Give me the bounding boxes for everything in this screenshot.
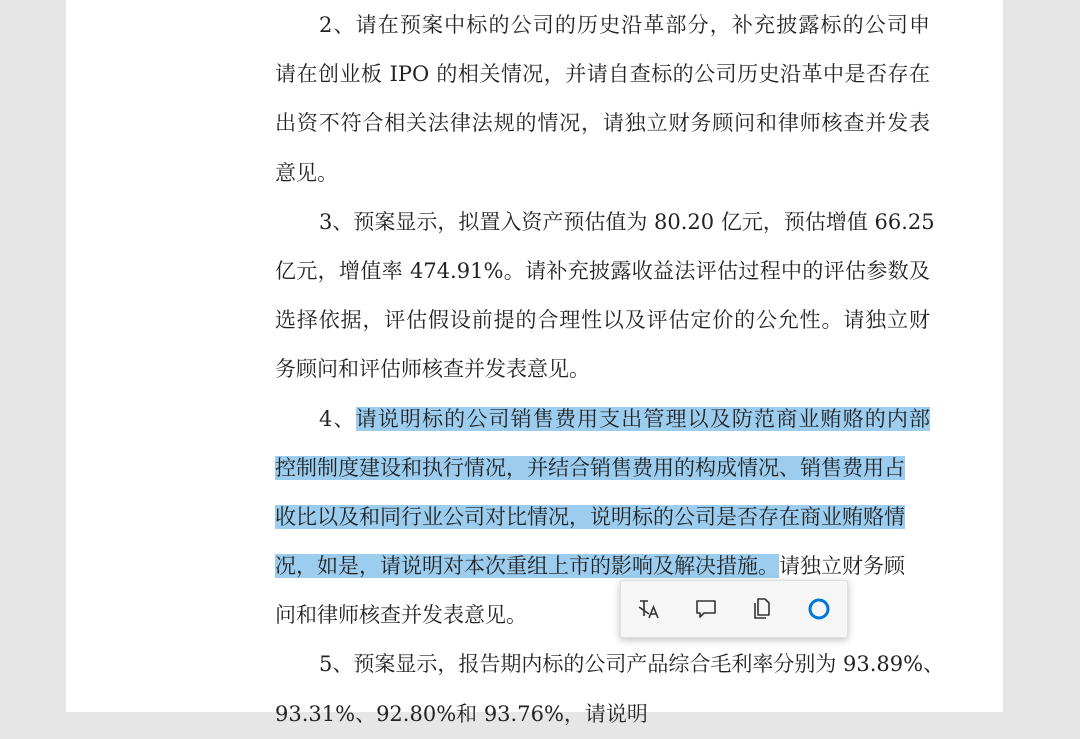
translate-icon <box>637 598 661 620</box>
selected-text[interactable]: 收比以及和同行业公司对比情况，说明标的公司是否存在商业贿赂情 <box>275 504 905 529</box>
text-line: 选择依据，评估假设前提的合理性以及评估定价的公允性。请独立财 <box>275 308 930 333</box>
comment-icon <box>694 598 718 620</box>
selected-text[interactable]: 控制制度建设和执行情况，并结合销售费用的构成情况、销售费用占 <box>275 455 905 480</box>
text-line: 问和律师核查并发表意见。 <box>275 603 527 628</box>
text-line <box>275 493 930 542</box>
selected-text[interactable]: 请说明标的公司销售费用支出管理以及防范商业贿赂的内部 <box>355 406 930 431</box>
translate-button[interactable] <box>628 588 670 630</box>
text-line: 出资不符合相关法律法规的情况，请独立财务顾问和律师核查并发表 <box>275 111 930 136</box>
text-line: 意见。 <box>275 160 338 185</box>
paragraph-q3 <box>275 198 935 395</box>
text-segment: 4、 <box>319 406 356 431</box>
paragraph-q5 <box>275 640 945 738</box>
text-line: 务顾问和评估师核查并发表意见。 <box>275 357 590 382</box>
copy-icon <box>750 597 774 621</box>
cortana-icon <box>806 596 832 622</box>
text-line: 93.31%、92.80%和 93.76%，请说明 <box>275 701 648 726</box>
copy-button[interactable] <box>741 588 783 630</box>
text-line: 请在创业板 IPO 的相关情况，并请自查标的公司历史沿革中是否存在 <box>275 62 930 87</box>
text-line: 3、预案显示，拟置入资产预估值为 80.20 亿元，预估增值 66.25 <box>319 209 935 234</box>
text-line: 5、预案显示，报告期内标的公司产品综合毛利率分别为 93.89%、 <box>319 652 945 677</box>
selected-text[interactable]: 况，如是，请说明对本次重组上市的影响及解决措施。 <box>275 554 779 579</box>
selection-toolbar <box>620 580 848 638</box>
text-line: 亿元，增值率 474.91%。请补充披露收益法评估过程中的评估参数及 <box>275 258 930 283</box>
text-segment: 请独立财务顾 <box>779 554 905 579</box>
document-page <box>66 0 1003 726</box>
comment-button[interactable] <box>685 588 727 630</box>
cortana-button[interactable] <box>798 588 840 630</box>
text-line: 2、请在预案中标的公司的历史沿革部分，补充披露标的公司申 <box>319 13 930 37</box>
text-line <box>275 444 930 493</box>
text-line <box>275 395 930 444</box>
paragraph-q2 <box>275 1 930 198</box>
